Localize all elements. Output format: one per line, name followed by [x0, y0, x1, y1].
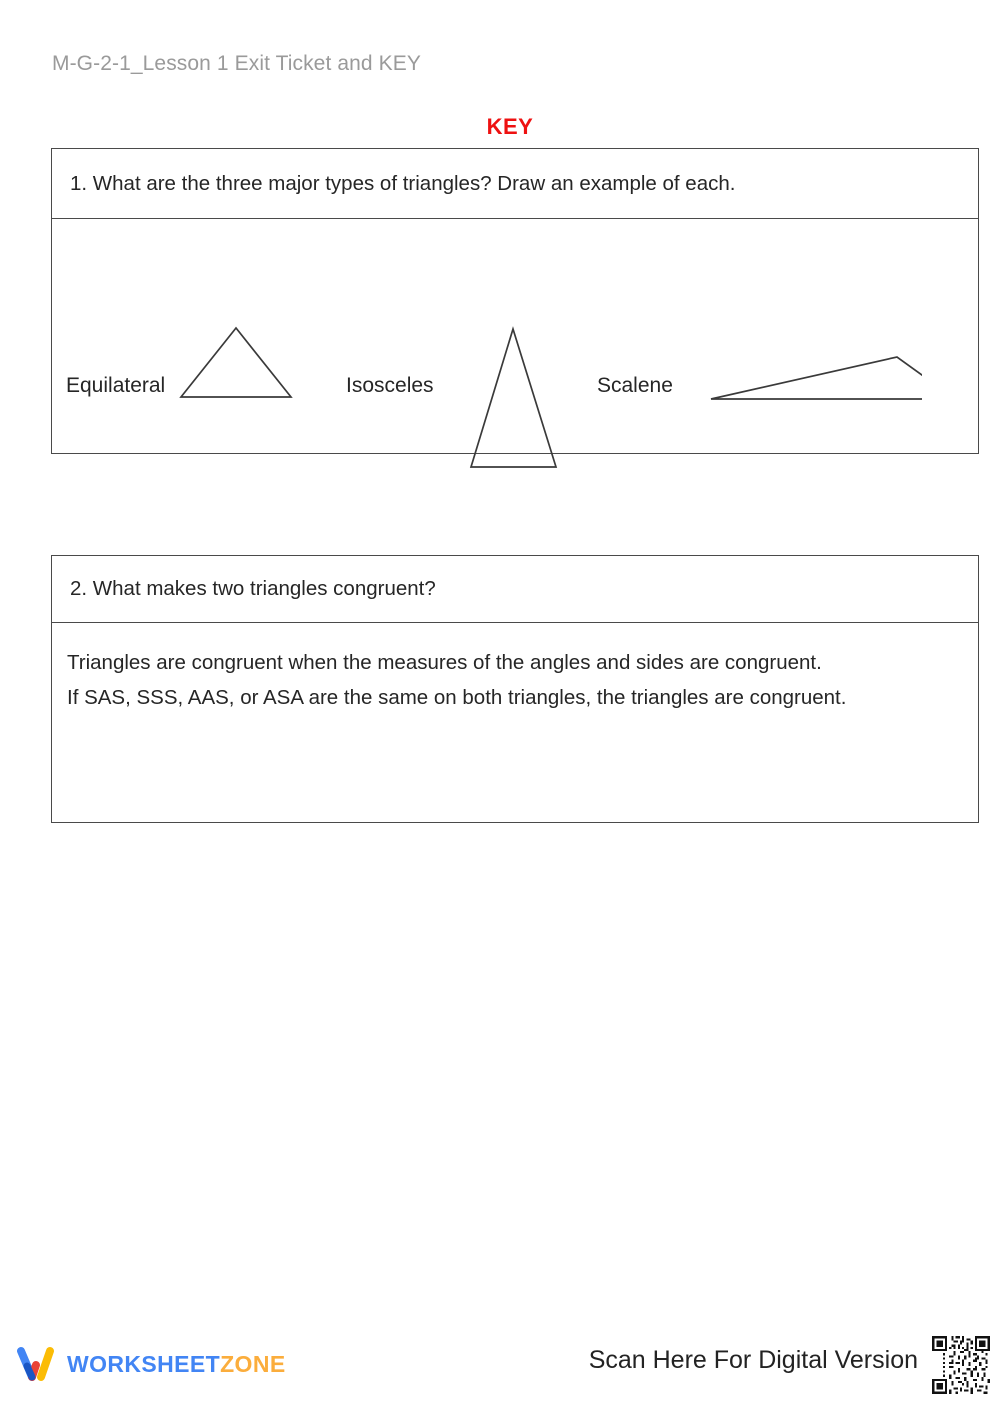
question-1-prompt: 1. What are the three major types of triangles? Draw an example of each.	[52, 149, 978, 219]
question-2-answer-text	[67, 645, 960, 715]
isosceles-triangle-icon	[452, 319, 572, 479]
equilateral-triangle-icon	[170, 319, 300, 409]
question-2-box	[51, 555, 979, 823]
worksheet-zone-logo-icon	[16, 1344, 58, 1384]
triangle-label-isosceles: Isosceles	[346, 374, 434, 397]
scalene-triangle-icon	[702, 344, 922, 414]
question-2-prompt: 2. What makes two triangles congruent?	[52, 556, 978, 623]
triangle-label-scalene: Scalene	[597, 374, 673, 397]
brand-wordmark-zone: ZONE	[220, 1350, 286, 1377]
brand-wordmark	[67, 1351, 286, 1378]
answer-line-2: If SAS, SSS, AAS, or ASA are the same on both triangles, the triangles are congruent.	[67, 686, 847, 709]
answer-line-1: Triangles are congruent when the measures of the angles and sides are congruent.	[67, 651, 822, 674]
question-1-answer-area	[52, 219, 978, 453]
scan-instruction-text: Scan Here For Digital Version	[588, 1346, 918, 1374]
question-2-answer-area	[52, 623, 978, 822]
qr-code[interactable]	[930, 1334, 992, 1396]
worksheet-zone-logo[interactable]	[16, 1344, 286, 1384]
page-footer	[0, 1330, 1000, 1416]
triangle-examples-row	[52, 219, 978, 453]
key-label: KEY	[486, 114, 534, 139]
triangle-label-equilateral: Equilateral	[66, 374, 166, 397]
document-header-title: M-G-2-1_Lesson 1 Exit Ticket and KEY	[52, 52, 421, 75]
brand-wordmark-worksheet: WORKSHEET	[67, 1350, 221, 1377]
question-1-box	[51, 148, 979, 454]
